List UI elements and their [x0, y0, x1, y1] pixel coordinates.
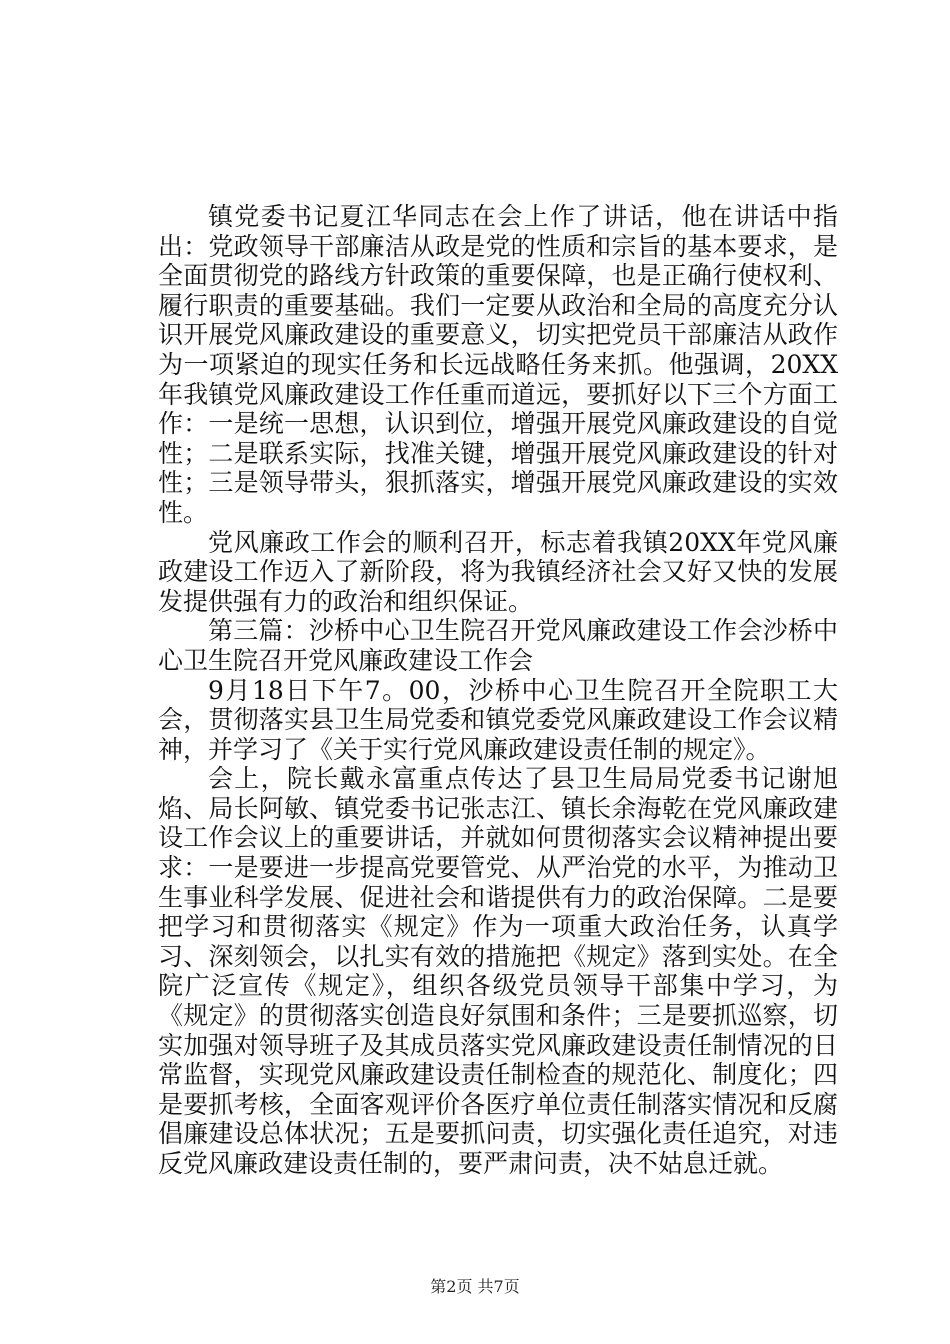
paragraph-meeting-significance: 党风廉政工作会的顺利召开，标志着我镇20XX年党风廉政建设工作迈入了新阶段，将为我镇经济社会又好又快的发展发提供强有力的政治和组织保证。 [158, 527, 838, 616]
paragraph-meeting-date: 9月18日下午7。00，沙桥中心卫生院召开全院职工大会，贯彻落实县卫生局党委和镇党委党风廉政建设工作会议精神，并学习了《关于实行党风廉政建设责任制的规定》。 [158, 675, 838, 764]
paragraph-speech: 镇党委书记夏江华同志在会上作了讲话，他在讲话中指出：党政领导干部廉洁从政是党的性质和宗旨的基本要求，是全面贯彻党的路线方针政策的重要保障，也是正确行使权利、履行职责的重要基础。我们一定要从政治和全局的高度充分认识开展党风廉政建设的重要意义，切实把党员干部廉洁从政作为一项紧迫的现实任务和长远战略任务来抓。他强调，20XX年我镇党风廉政建设工作任重而道远，要抓好以下三个方面工作：一是统一思想，认识到位，增强开展党风廉政建设的自觉性；二是联系实际，找准关键，增强开展党风廉政建设的针对性；三是领导带头，狠抓落实，增强开展党风廉政建设的实效性。 [158, 202, 838, 527]
paragraph-section-title: 第三篇：沙桥中心卫生院召开党风廉政建设工作会沙桥中心卫生院召开党风廉政建设工作会 [158, 616, 838, 675]
document-body [158, 202, 838, 1179]
paragraph-meeting-content: 会上，院长戴永富重点传达了县卫生局局党委书记谢旭焰、局长阿敏、镇党委书记张志江、镇长余海乾在党风廉政建设工作会议上的重要讲话，并就如何贯彻落实会议精神提出要求：一是要进一步提高党要管党、从严治党的水平，为推动卫生事业科学发展、促进社会和谐提供有力的政治保障。二是要把学习和贯彻落实《规定》作为一项重大政治任务，认真学习、深刻领会，以扎实有效的措施把《规定》落到实处。在全院广泛宣传《规定》，组织各级党员领导干部集中学习，为《规定》的贯彻落实创造良好氛围和条件；三是要抓巡察，切实加强对领导班子及其成员落实党风廉政建设责任制情况的日常监督，实现党风廉政建设责任制检查的规范化、制度化；四是要抓考核，全面客观评价各医疗单位责任制落实情况和反腐倡廉建设总体状况；五是要抓问责，切实强化责任追究，对违反党风廉政建设责任制的，要严肃问责，决不姑息迁就。 [158, 764, 838, 1178]
page-number-footer: 第2页 共7页 [430, 1277, 520, 1296]
